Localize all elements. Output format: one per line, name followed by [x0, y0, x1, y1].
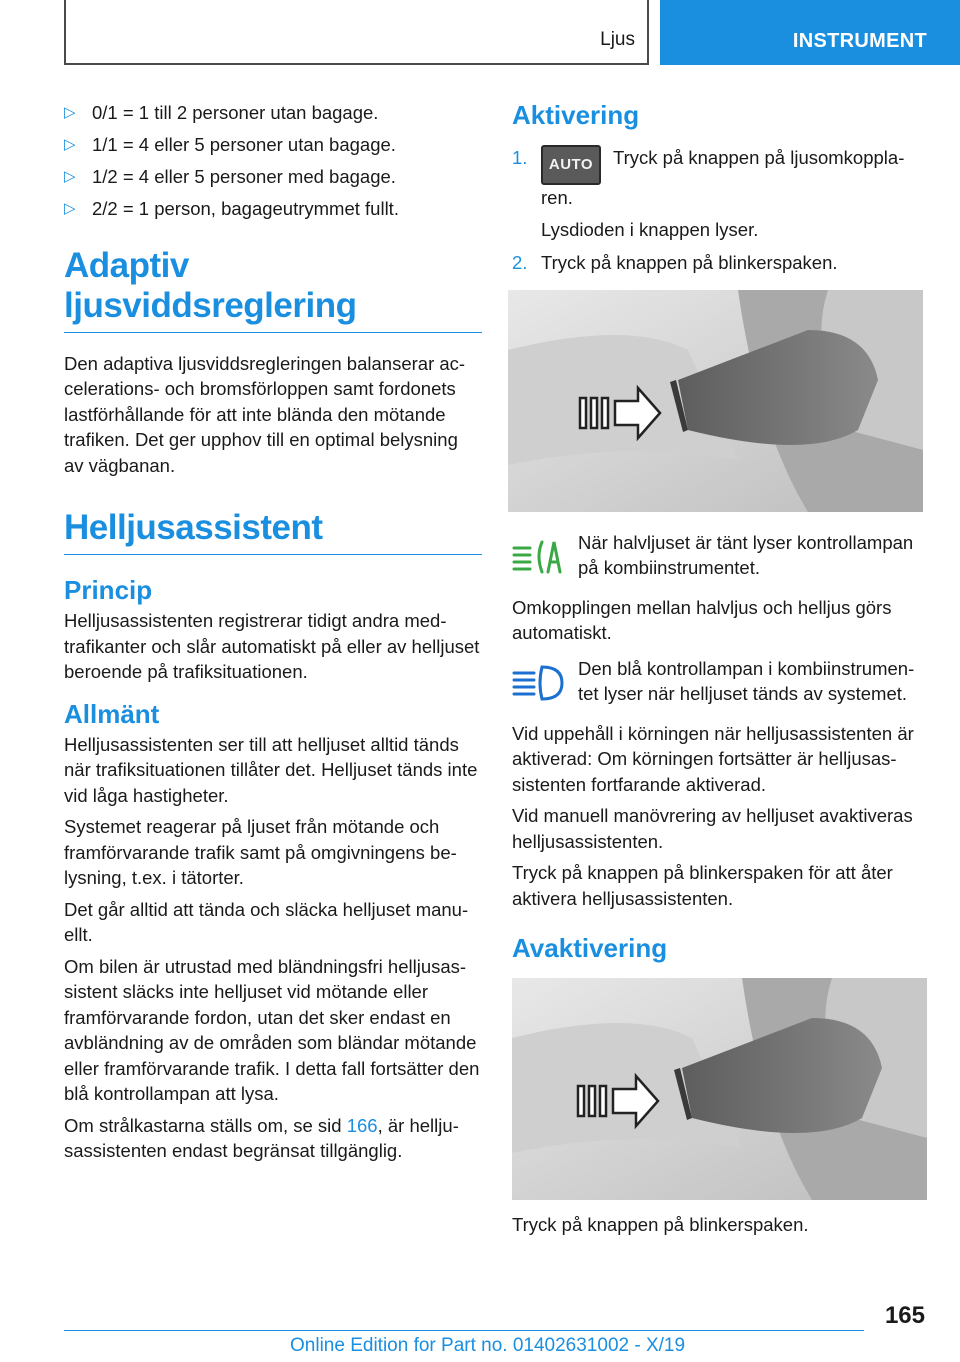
page-reference-link[interactable]: 166	[346, 1114, 378, 1136]
step-number: 1.	[512, 147, 528, 168]
section-title: Ljus	[600, 29, 635, 50]
heading-deactivation: Avaktivering	[512, 933, 668, 963]
note-1-text: När halvljuset är tänt lyser kontrollampan på kombiinstrumentet.	[578, 531, 914, 578]
manual-paragraph: Vid manuell manövrering av helljuset avaktiveras helljusassistenten.	[512, 805, 913, 852]
heading-general: Allmänt	[64, 698, 160, 729]
step-1	[512, 145, 927, 211]
auto-button-icon: AUTO	[541, 145, 601, 185]
header-section-box	[64, 0, 649, 65]
general-paragraph-4: Om bilen är utrustad med bländningsfri helljusassistent släcks inte helljuset vid mötande eller framförvarande fordon, utan det sker endast en avbländning av de områden som bländar mötande eller framförvarande trafik. I detta fall fortsätter den blå kontrollampan att lysa.	[64, 955, 480, 1104]
interrupt-paragraph: Vid uppehåll i körningen när helljusassistenten är aktiverad: Om körningen fortsätter är helljusassistenten fortfarande aktiverad.	[512, 722, 914, 795]
note-2-text: Den blå kontrollampan i kombiinstrumentet lyser när helljuset tänds av systemet.	[578, 657, 915, 704]
note-low-beam-indicator	[512, 530, 927, 583]
triangle-bullet-icon: ▷	[64, 200, 76, 217]
load-bullet-list	[64, 100, 482, 222]
general-paragraph-2: Systemet reagerar på ljuset från mötande och framförvarande trafik samt på omgivningens belysning, t.ex. i tätorter.	[64, 816, 457, 888]
footer-edition: Online Edition for Part no. 01402631002 - X/19	[290, 1335, 686, 1356]
lever-illustration	[508, 290, 923, 512]
chapter-title: INSTRUMENT	[792, 30, 927, 52]
principle-paragraph: Helljusassistenten registrerar tidigt andra medtrafikanter och slår automatiskt på eller av helljuset beroende på trafiksituationen.	[64, 610, 480, 682]
general-paragraph-3: Det går alltid att tända och släcka helljuset manuellt.	[64, 898, 469, 945]
step-2	[512, 250, 927, 276]
triangle-bullet-icon: ▷	[64, 168, 76, 185]
turn-signal-lever-figure	[508, 290, 923, 512]
note-high-beam-indicator	[512, 656, 927, 709]
step-number: 2.	[512, 252, 528, 273]
step-1-text: Tryck på knappen på ljusomkopplaren.	[541, 147, 905, 208]
low-beam-assist-indicator-icon	[512, 536, 564, 578]
heading-adaptive-leveling: Adaptiv ljusviddsreglering	[64, 246, 482, 333]
heading-activation: Aktivering	[512, 100, 640, 130]
step-1-sub: Lysdioden i knappen lyser.	[541, 218, 759, 240]
adaptive-paragraph: Den adaptiva ljusviddsregleringen balanserar accelerations- och bromsförloppen samt fordonets lastförhållande för att inte blända den mötande trafiken. Det ger upphov till en optimal belysning av vägbanan.	[64, 352, 466, 476]
chapter-tab	[660, 0, 960, 65]
high-beam-indicator-icon	[512, 662, 564, 704]
list-item: ▷ 0/1 = 1 till 2 personer utan bagage.	[64, 100, 482, 126]
turn-signal-lever-figure-2	[512, 978, 927, 1200]
list-item: ▷ 2/2 = 1 person, bagageutrymmet fullt.	[64, 196, 482, 222]
list-item: ▷ 1/2 = 4 eller 5 personer med bagage.	[64, 164, 482, 190]
page-number: 165	[884, 1302, 925, 1329]
right-column	[512, 100, 927, 1244]
heading-principle: Princip	[64, 575, 153, 605]
figure-caption: Tryck på knappen på blinkerspaken.	[512, 1214, 809, 1235]
reactivate-paragraph: Tryck på knappen på blinkerspaken för att åter aktivera helljusassistenten.	[512, 862, 893, 909]
footer-divider	[64, 1330, 864, 1331]
triangle-bullet-icon: ▷	[64, 136, 76, 153]
triangle-bullet-icon: ▷	[64, 104, 76, 121]
switch-paragraph: Omkopplingen mellan halvljus och helljus görs automatiskt.	[512, 596, 892, 643]
step-2-text: Tryck på knappen på blinkerspaken.	[541, 252, 838, 273]
list-item: ▷ 1/1 = 4 eller 5 personer utan bagage.	[64, 132, 482, 158]
left-column	[64, 100, 482, 1170]
lever-illustration	[512, 978, 927, 1200]
general-paragraph-1: Helljusassistenten ser till att helljuset alltid tänds när trafiksituationen tillåter det. Helljuset tänds inte vid låga hastigheter.	[64, 733, 478, 806]
heading-high-beam-assist: Helljusassistent	[64, 508, 482, 555]
general-paragraph-5: Om strålkastarna ställs om, se sid 166, är helljusassistenten endast begränsat tillgänglig.	[64, 1114, 459, 1161]
